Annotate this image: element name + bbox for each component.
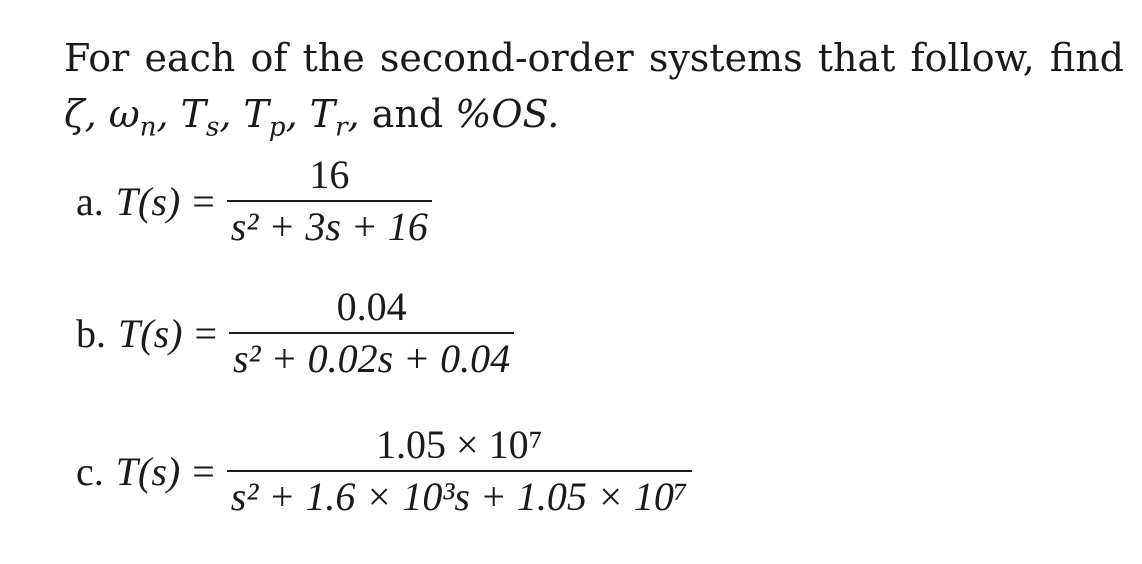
equation-label: c. [76, 448, 104, 494]
equation-a [76, 150, 432, 252]
fraction [229, 282, 514, 384]
problem-statement [64, 30, 1124, 156]
equals-sign: = [192, 448, 215, 494]
equation-label: b. [76, 310, 106, 356]
equals-sign: = [194, 310, 218, 356]
problem-instruction: For each of the second-order systems that follow, find [64, 36, 1124, 80]
denominator: s² + 3s + 16 [230, 204, 428, 249]
equals-sign: = [192, 178, 215, 224]
numerator: 0.04 [336, 284, 407, 329]
fraction [227, 420, 692, 522]
denominator: s² + 1.6 × 10³s + 1.05 × 10⁷ [230, 474, 688, 519]
numerator: 16 [309, 152, 350, 197]
transfer-function-lhs: T(s) [115, 448, 181, 494]
equation-b [76, 282, 514, 384]
parameter-list: ζ, $\omega_n$, $T_s$, $T_p$, $T_r$, and %OS. [64, 92, 560, 143]
equation-label: a. [76, 178, 104, 224]
denominator: s² + 0.02s + 0.04 [233, 336, 511, 381]
fraction [227, 150, 432, 252]
numerator: 1.05 × 10⁷ [376, 422, 543, 467]
equation-c [76, 420, 692, 522]
transfer-function-lhs: T(s) [115, 178, 181, 224]
transfer-function-lhs: T(s) [118, 310, 183, 356]
